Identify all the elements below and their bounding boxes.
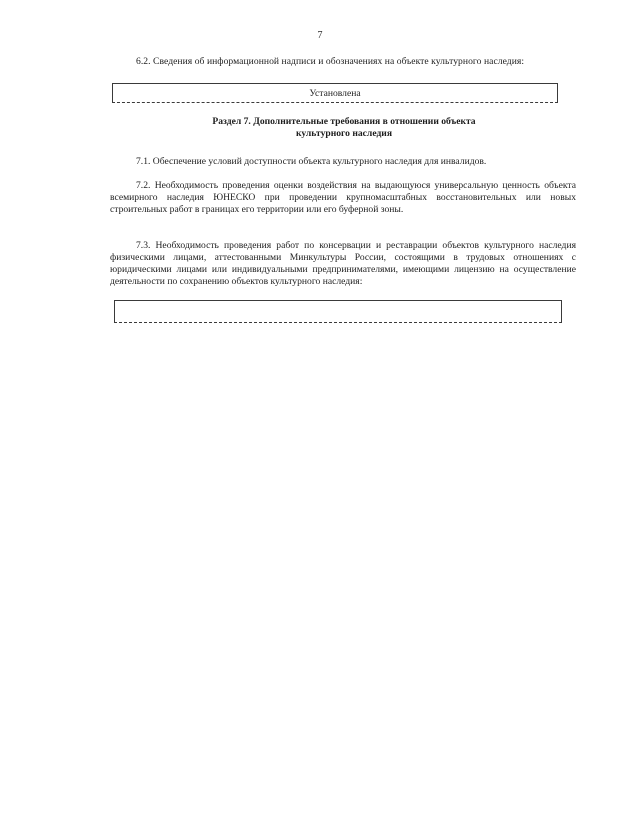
paragraph-7-3: 7.3. Необходимость проведения работ по консервации и реставрации объектов культурного наследия физическими лицами, аттестованными Минкультуры России, состоящими в трудовых отношениях с юридическими лицами или индивидуальными предпринимателями, имеющими лицензию на осуществление деятельности по сохранению объектов культурного наследия: <box>110 240 576 287</box>
paragraph-7-2: 7.2. Необходимость проведения оценки воздействия на выдающуюся универсальную ценность объекта всемирного наследия ЮНЕСКО при проведении крупномасштабных восстановительных или новых строительных работ в границах его территории или его буферной зоны. <box>110 180 576 215</box>
section-7-heading-line1: Раздел 7. Дополнительные требования в отношении объекта <box>212 116 476 127</box>
section-7-3-value-box <box>114 300 562 323</box>
paragraph-7-1: 7.1. Обеспечение условий доступности объекта культурного наследия для инвалидов. <box>136 156 487 167</box>
section-6-2-label: 6.2. Сведения об информационной надписи и обозначениях на объекте культурного наследия: <box>136 56 525 67</box>
section-7-heading <box>110 116 578 140</box>
section-6-2-value: Установлена <box>309 88 361 99</box>
page-number: 7 <box>317 30 323 41</box>
section-6-2-value-box <box>112 83 558 103</box>
section-7-heading-line2: культурного наследия <box>295 128 393 139</box>
